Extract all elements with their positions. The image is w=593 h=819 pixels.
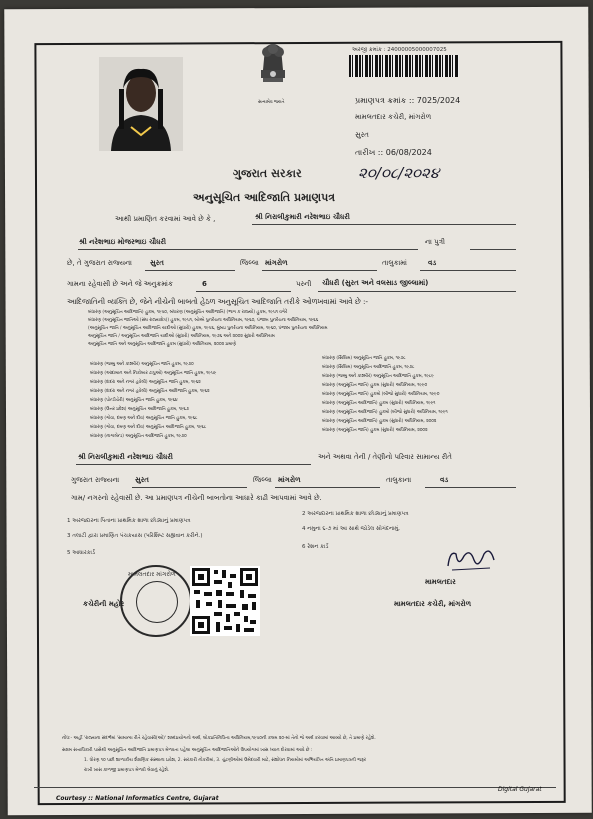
district-label: જિલ્લા [240,259,259,267]
office-seal-stamp [120,565,192,637]
applicant-name-repeat: શ્રી નિરાલીકુમારી નરેશભાઇ ચૌધરી [78,453,173,461]
order-right: બંધારણ (સિક્કિમ) અનુસૂચિત આદિજાતિ હુકમ, ૧૯૭૮ [322,365,415,370]
order-left: બંધારણ (દાદરા અને નગર હવેલી) અનુસૂચિત જાતિ હુકમ, ૧૯૬૨ [90,380,201,385]
document-item: 1 અરજદારના પિતાના પ્રાથમિક શાળા છોડ્યાનું પ્રમાણપત્ર [67,518,191,524]
document-item: 5 આધારકાર્ડ [67,550,95,556]
basis-text: ગામ/ નગરનો રહેવાસી છે. આ પ્રમાણપત્ર નીચેની બાબતોના આધારે કાઢી આપવામાં આવે છે. [71,494,322,502]
seal-text: મામલતદાર માંગરોળ [128,571,176,578]
courtesy-text: Courtesy :: National Informatics Centre, Gujarat [56,795,219,802]
order-line: બંધારણ (અનુસૂચિત આદિજાતિ) હુકમ, ૧૯૫૦, બંધારણ (અનુસૂચિત આદિજાતિ) (ભાગ ક રાજ્યો) હુકમ, ૧૯૫૧ વગેરે [88,310,288,315]
government-title: ગુજરાત સરકાર [233,167,302,180]
barcode [349,55,459,77]
order-line: બંધારણ (અનુસૂચિત જાતિઓ (સંઘ રાજ્યક્ષેત્ર)) હુકમ, ૧૯૫૧, બોમ્બે પુનર્રચના અધિનિયમ, ૧૯૬૦, પંજાબ પુનર્રચના અધિનિયમ, ૧૯૬૬ [88,318,319,323]
document-item: 2 અરજદારના પ્રાથમિક શાળા છોડ્યાનું પ્રમાણપત્ર [302,511,409,517]
order-line: અનુસૂચિત જાતિ અને અનુસૂચિત આદિજાતિ હુકમ (સુધારો) અધિનિયમ, ૨૦૦૨ પ્રમાણે [88,342,236,347]
order-left: બંધારણ (પોન્ડીચેરી) અનુસૂચિત જાતિ હુકમ, ૧૯૬૪ [90,398,178,403]
serial-suffix: પરની [296,280,312,288]
certificate-title: અનુસૂચિત આદિજાતિ પ્રમાણપત્ર [193,191,336,204]
district-value: સુરત [150,259,164,267]
order-left: બંધારણ (જમ્મુ અને કાશ્મીર) અનુસૂચિત જાતિ હુકમ, ૧૯૭૦ [90,362,194,367]
document-item: 6 રેશન કાર્ડ [302,544,329,550]
order-left: બંધારણ (ઉત્તર પ્રદેશ) અનુસૂચિત આદિજાતિ હુકમ, ૧૯૬૭ [90,407,189,412]
state-text: છે, તે ગુજરાત રાજ્યના [67,259,132,267]
order-right: બંધારણ (અનુસૂચિત જાતિ) હુકમો (બીજો સુધારો) અધિનિયમ, ૧૯૯૦ [322,392,440,397]
intro-text: આથી પ્રમાણિત કરવામાં આવે છે કે , [115,215,216,223]
office-seal-label: કચેરીની મહોર [83,600,125,608]
footer-instruction: રાખી ખાસ કાળજી પ્રમાણપત્ર મેળવી લેવાનું રહેશે. [84,768,170,773]
father-name: શ્રી નરેશભાઇ મોજરભાઇ ચૌધરી [79,238,167,246]
relation-text: ના પુત્રી [425,238,446,246]
order-line: (અનુસૂચિત જાતિ / અનુસૂચિત આદિજાતિ યાદીઓ (સુધારો) હુકમ, ૧૯૫૬, મુંબઇ પુનર્રચના અધિનિયમ, ૧૯૬૦, પંજાબ પુનર્રચના અધિનિયમ [88,326,328,331]
tribe-name: ચૌધરી (સુરત અને વલસાડ જીલ્લામાં) [322,279,429,287]
issuing-office: મામલતદાર કચેરી, માંગરોળ [355,113,432,121]
order-left: બંધારણ (નાગાલેન્ડ) અનુસૂચિત આદિજાતિ હુકમ, ૧૯૭૦ [90,434,187,439]
handwritten-date: ૨૦/૦૮/૨૦૨૪ [358,164,440,182]
order-right: બંધારણ (અનુસૂચિત આદિજાતિ) હુકમ (સુધારો) અધિનિયમ, ૨૦૦૨ [322,419,437,424]
residence-district-label: જિલ્લા [253,476,272,484]
digital-gujarat-text: Digital Gujarat [498,786,542,793]
order-right: બંધારણ (જમ્મુ અને કાશ્મીર) અનુસૂચિત આદિજાતિ હુકમ, ૧૯૮૯ [322,374,434,379]
order-right: બંધારણ (સિક્કિમ) અનુસૂચિત જાતિ હુકમ, ૧૯૭૮ [322,356,406,361]
emblem-caption: સત્યમેવ જયતે [258,100,285,105]
footer-instruction: 1. ધોરણ ૧૦ પછી શાળાકીય શૈક્ષણિક સંસ્થાના પ્રવેશ, 2. સરકારી નોકરીમાં, 3. ચુંટણીઓમાં ઉમેદવારી માટે, સંશોધન નિયમોમાં અભિયંત્રિત અંતિ પ્રમાણપત્રની જરૂર [84,758,366,763]
footer-note: નોંધ:- અહીં 'રાજ્યના સંદર્ભમાં 'સામાન્ય રીતે રહેવાસી(ઓ)' શબ્દપ્રયોગનો અર્થ, લોકપ્રતિનિધિત્વ અધિનિયમ,૧૯૫૦ની કલમ ૨૦-માં તેનો જે અર્થ કરવામાં આવ્યો છે, તે પ્રમાણે રહેશે. [62,736,376,741]
applicant-photo [99,57,183,151]
document-item: 3 તલાટી દ્વારા પ્રમાણિત પંચકયાસ (પરિશિષ્ટ સહ્યવાન કરીને.) [67,533,203,539]
issue-date: તારીખ :: 06/08/2024 [355,148,432,157]
taluka-label: તાલુકામાં [382,259,407,267]
certificate-number: પ્રમાણપત્ર ક્રમાંક :: 7025/2024 [355,96,461,105]
tribe-recognition-text: આદિજાતિની વ્યક્તિ છે, જેને નીચેની બાબતો હેઠળ અનુસૂચિત આદિજાતિ તરીકે ઓળખવામાં આવે છે :- [67,297,369,306]
residence-taluka-label: તાલુકાના [386,476,412,484]
order-right: બંધારણ (અનુસૂચિત આદિજાતિ) હુકમો (બીજો સુધારો) અધિનિયમ, ૧૯૯૧ [322,410,448,415]
signature-icon [444,546,496,576]
serial-number: 6 [202,280,207,288]
taluka-value: માંગરોળ [265,259,288,267]
issuing-place: સુરત [355,131,369,139]
certificate-border [34,41,565,805]
order-left: બંધારણ (દાદરા અને નગર હવેલી) અનુસૂચિત આદિજાતિ હુકમ, ૧૯૬૨ [90,389,210,394]
signatory-title: મામલતદાર [425,578,456,586]
qr-code [190,566,260,636]
footer-instruction: સક્ષમ સત્તાધિકારી પાસેથી અનુસૂચિત આદિજાતિ પ્રમાણપત્ર મેળવતા પહેલા અનુસૂચિત આદિજાતિઓને ઉપયોગમાં ખાસ ધ્યાન દોરવામાં આવે છે : [62,748,313,753]
signatory-office: મામલતદાર કચેરી, માંગરોળ [394,600,472,608]
residence-district: સુરત [135,476,149,484]
order-right: બંધારણ (અનુસૂચિત આદિજાતિ) હુકમ (સુધારો) અધિનિયમ, ૧૯૯૧ [322,401,436,406]
order-left: બંધારણ (આંદામાન અને નિકોબાર ટાપુઓ) અનુસૂચિત જાતિ હુકમ, ૧૯૫૯ [90,371,217,376]
order-left: બંધારણ (ગોવા, દમણ અને દીવ) અનુસૂચિત જાતિ હુકમ, ૧૯૬૮ [90,416,198,421]
order-line: અનુસૂચિત જાતિ / અનુસૂચિત આદિજાતિ યાદીઓ (સુધારો) અધિનિયમ, ૧૯૭૬ અને ૨૦૦૨ સુધારો અધિનિયમ [88,334,275,339]
order-left: બંધારણ (ગોવા, દમણ અને દીવ) અનુસૂચિત આદિજાતિ હુકમ, ૧૯૬૮ [90,425,207,430]
application-number: અરજી ક્રમાંક : 24000005000007025 [352,47,447,53]
residence-text: અને અથવા તેની / તેણીનો પરિવાર સામાન્ય રીતે [318,453,452,461]
residence-state: ગુજરાત રાજ્યના [71,476,120,484]
residence-village: વડ [440,476,449,484]
village-value: વડ [428,259,437,267]
applicant-name: શ્રી નિરાલીકુમારી નરેશભાઇ ચૌધરી [255,213,350,221]
order-right: બંધારણ (અનુસૂચિત જાતિ) હુકમ (સુધારો) અધિનિયમ, ૨૦૦૨ [322,428,428,433]
national-emblem-icon [253,40,293,102]
document-item: 4 નમુના ૬-૭ માં આ સાથે જોડેલ સોગંદનામું. [302,526,401,532]
residence-taluka: માંગરોળ [278,476,301,484]
order-right: બંધારણ (અનુસૂચિત જાતિ) હુકમ (સુધારો) અધિનિયમ, ૧૯૯૦ [322,383,428,388]
serial-text: ગામના રહેવાસી છે અને જે અનુક્રમાંક [67,280,173,288]
